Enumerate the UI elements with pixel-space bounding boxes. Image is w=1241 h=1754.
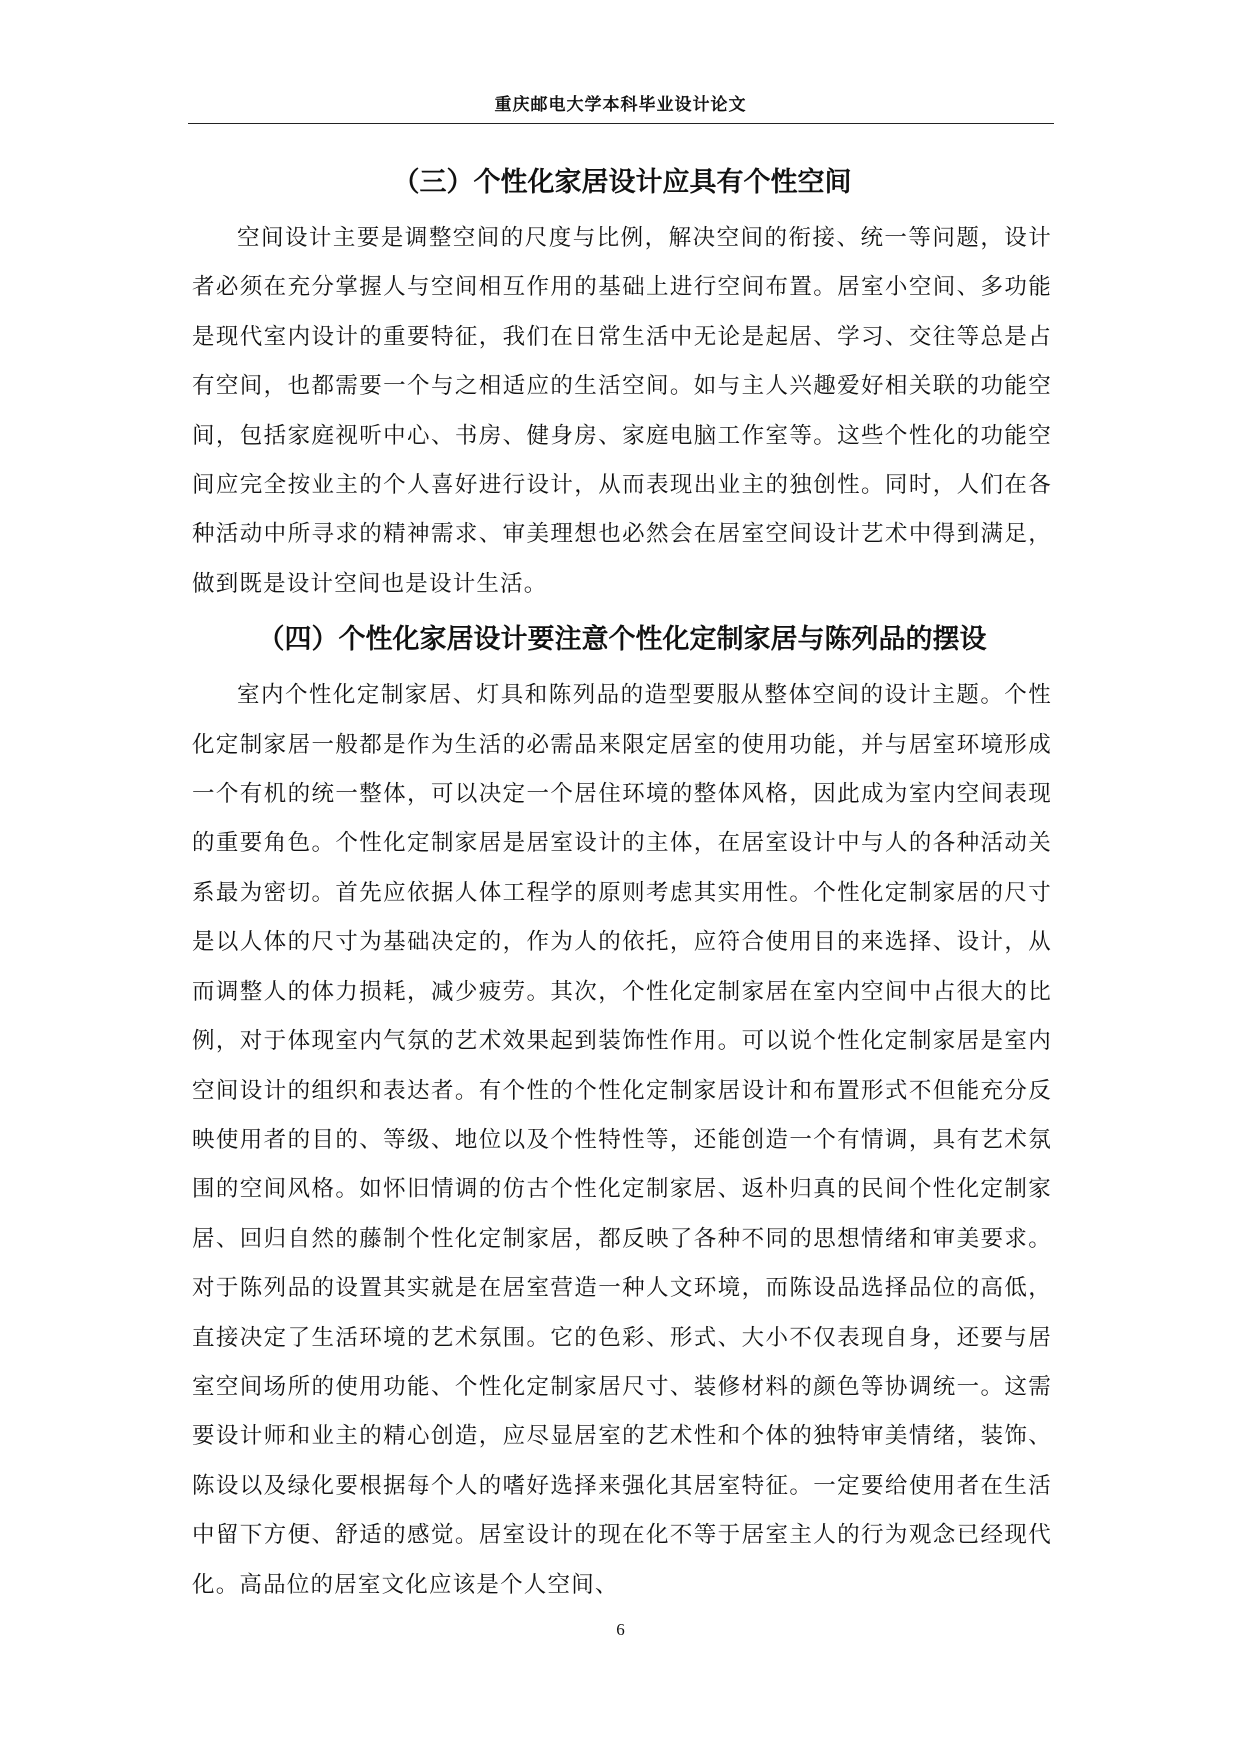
page-number: 6 — [616, 1620, 625, 1639]
section-heading-3: （三）个性化家居设计应具有个性空间 — [392, 167, 852, 198]
page-body — [192, 152, 1052, 1610]
section-3-paragraph: 空间设计主要是调整空间的尺度与比例，解决空间的衔接、统一等问题，设计者必须在充分掌握人与空间相互作用的基础上进行空间布置。居室小空间、多功能是现代室内设计的重要特征，我们在日常生活中无论是起居、学习、交往等总是占有空间，也都需要一个与之相适应的生活空间。如与主人兴趣爱好相关联的功能空间，包括家庭视听中心、书房、健身房、家庭电脑工作室等。这些个性化的功能空间应完全按业主的个人喜好进行设计，从而表现出业主的独创性。同时，人们在各种活动中所寻求的精神需求、审美理想也必然会在居室空间设计艺术中得到满足，做到既是设计空间也是设计生活。 — [192, 225, 1052, 597]
section-heading-4: （四）个性化家居设计要注意个性化定制家居与陈列品的摆设 — [257, 624, 987, 656]
header-divider — [188, 123, 1054, 124]
running-header: 重庆邮电大学本科毕业设计论文 — [494, 95, 747, 115]
section-4-paragraph: 室内个性化定制家居、灯具和陈列品的造型要服从整体空间的设计主题。个性化定制家居一般都是作为生活的必需品来限定居室的使用功能，并与居室环境形成一个有机的统一整体，可以决定一个居住环境的整体风格，因此成为室内空间表现的重要角色。个性化定制家居是居室设计的主体，在居室设计中与人的各种活动关系最为密切。首先应依据人体工程学的原则考虑其实用性。个性化定制家居的尺寸是以人体的尺寸为基础决定的，作为人的依托，应符合使用目的来选择、设计，从而调整人的体力损耗，减少疲劳。其次，个性化定制家居在室内空间中占很大的比例，对于体现室内气氛的艺术效果起到装饰性作用。可以说个性化定制家居是室内空间设计的组织和表达者。有个性的个性化定制家居设计和布置形式不但能充分反映使用者的目的、等级、地位以及个性特性等，还能创造一个有情调，具有艺术氛围的空间风格。如怀旧情调的仿古个性化定制家居、返朴归真的民间个性化定制家居、回归自然的藤制个性化定制家居，都反映了各种不同的思想情绪和审美要求。对于陈列品的设置其实就是在居室营造一种人文环境，而陈设品选择品位的高低，直接决定了生活环境的艺术氛围。它的色彩、形式、大小不仅表现自身，还要与居室空间场所的使用功能、个性化定制家居尺寸、装修材料的颜色等协调统一。这需要设计师和业主的精心创造，应尽显居室的艺术性和个体的独特审美情绪，装饰、陈设以及绿化要根据每个人的嗜好选择来强化其居室特征。一定要给使用者在生活中留下方便、舒适的感觉。居室设计的现在化不等于居室主人的行为观念已经现代化。高品位的居室文化应该是个人空间、 — [192, 682, 1052, 1598]
